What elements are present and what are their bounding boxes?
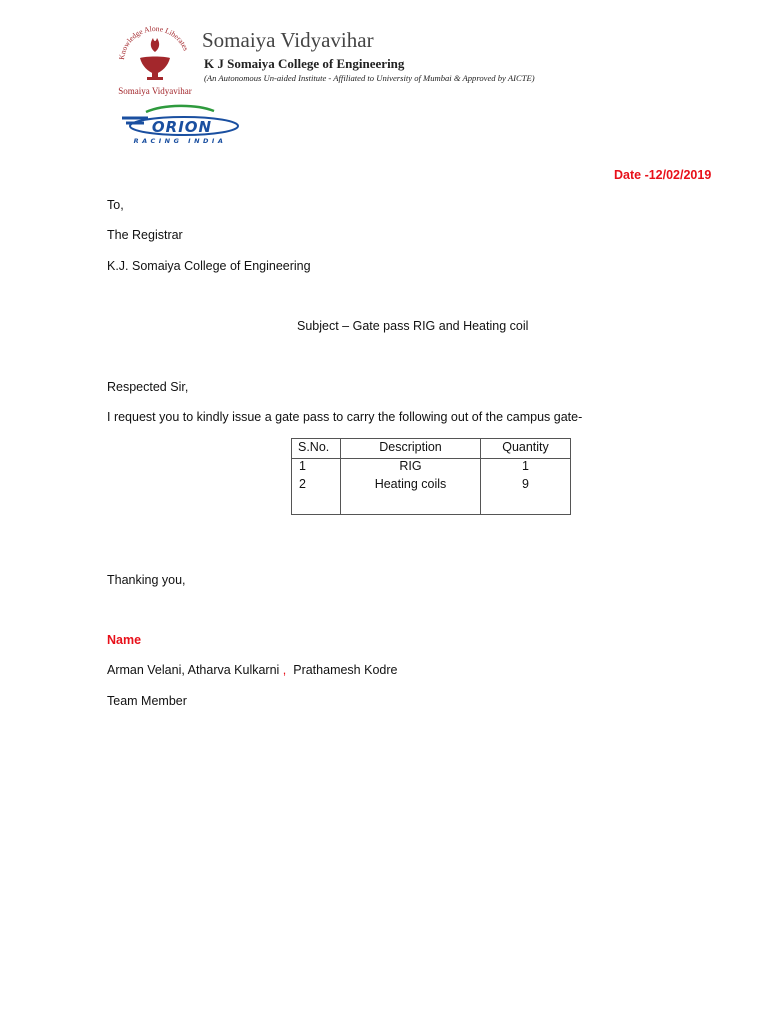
signatory-names [107,663,397,677]
svg-text:ORION: ORION [151,118,213,136]
cell-description: RIG [341,459,481,478]
svg-text:Knowledge Alone Liberates: Knowledge Alone Liberates [117,23,191,61]
table-row [292,459,571,478]
letter-date: Date -12/02/2019 [614,168,712,182]
recipient-organization: K.J. Somaiya College of Engineering [107,259,311,273]
college-name: K J Somaiya College of Engineering [204,56,405,71]
salutation: To, [107,198,124,212]
table-empty-row [292,495,571,515]
names-first: Arman Velani, Atharva Kulkarni [107,663,280,677]
greeting: Respected Sir, [107,380,189,394]
cell-sno: 2 [292,477,341,495]
cell-quantity: 9 [481,477,571,495]
cell-empty [341,495,481,515]
svg-text:Somaiya Vidyavihar: Somaiya Vidyavihar [118,86,192,96]
request-paragraph: I request you to kindly issue a gate pass to carry the following out of the campus gate- [107,410,583,424]
recipient-title: The Registrar [107,228,183,242]
affiliation-note: (An Autonomous Un-aided Institute - Affiliated to University of Mumbai & Approved by AICTE) [204,73,535,83]
names-last: Prathamesh Kodre [293,663,398,677]
table-header-row [292,439,571,459]
cell-empty [292,495,341,515]
cell-sno: 1 [292,459,341,478]
cell-empty [481,495,571,515]
items-table [291,438,571,515]
name-label: Name [107,633,142,647]
orion-racing-logo [118,104,242,146]
cell-description: Heating coils [341,477,481,495]
header-quantity: Quantity [481,439,571,459]
letterhead [112,16,652,100]
closing: Thanking you, [107,573,186,587]
institute-seal-logo [112,16,198,100]
org-name: Somaiya Vidyavihar [202,28,374,52]
cell-quantity: 1 [481,459,571,478]
names-separator: , [279,663,287,677]
header-sno: S.No. [292,439,341,459]
table-row [292,477,571,495]
signatory-role: Team Member [107,694,187,708]
header-description: Description [341,439,481,459]
svg-text:RACING INDIA: RACING INDIA [133,137,227,145]
letter-subject: Subject – Gate pass RIG and Heating coil [297,319,529,333]
